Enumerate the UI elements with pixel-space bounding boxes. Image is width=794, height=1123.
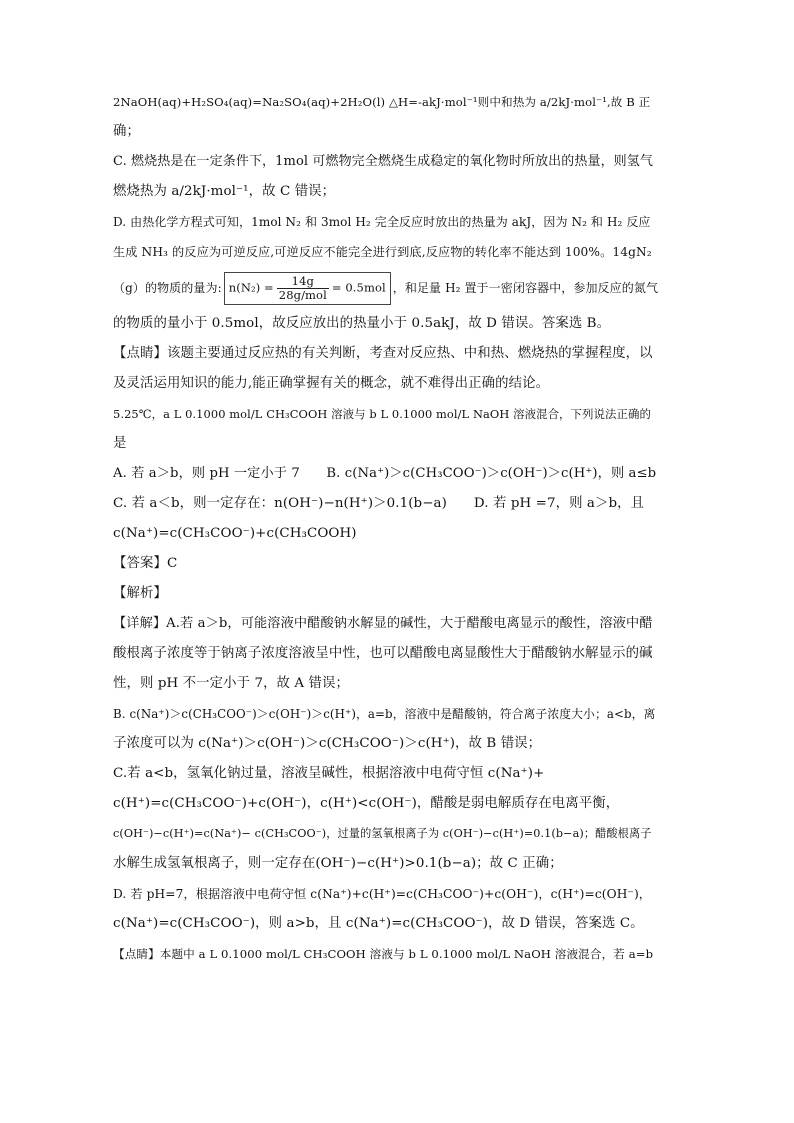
explanation-line: 性，则 pH 不一定小于 7，故 A 错误； bbox=[113, 676, 349, 691]
comment-line: 【点睛】该题主要通过反应热的有关判断，考查对反应热、中和热、燃烧热的掌握程度，以 bbox=[113, 346, 653, 361]
fraction-numerator: 14g bbox=[277, 275, 329, 289]
formula-suffix: ，和足量 H₂ 置于一密闭容器中，参加反应的氮气 bbox=[392, 281, 659, 295]
formula-right: = 0.5mol bbox=[331, 280, 386, 295]
question-stem: 是 bbox=[113, 436, 127, 451]
text-line: 2NaOH(aq)+H₂SO₄(aq)=Na₂SO₄(aq)+2H₂O(l) △H=-akJ·mol⁻¹则中和热为 a/2kJ·mol⁻¹,故 B 正 bbox=[113, 95, 651, 109]
document-page bbox=[113, 92, 659, 974]
explanation-line: c(H⁺)=c(CH₃COO⁻)+c(OH⁻)，c(H⁺)<c(OH⁻)，醋酸是弱电解质存在电离平衡， bbox=[113, 796, 620, 811]
explanation-line: B. c(Na⁺)＞c(CH₃COO⁻)＞c(OH⁻)＞c(H⁺)，a=b，溶液中是醋酸钠，符合离子浓度大小；a<b，离 bbox=[113, 707, 656, 721]
text-line: C. 燃烧热是在一定条件下，1mol 可燃物完全燃烧生成稳定的氧化物时所放出的热量，则氢气 bbox=[113, 154, 653, 169]
fraction-denominator: 28g/mol bbox=[278, 288, 327, 302]
formula-line bbox=[113, 268, 659, 308]
explanation-line: c(OH⁻)−c(H⁺)=c(Na⁺)− c(CH₃COO⁻)，过量的氢氧根离子为 c(OH⁻)−c(H⁺)=0.1(b−a)；醋酸根离子 bbox=[113, 827, 652, 840]
explanation-line: 水解生成氢氧根离子，则一定存在(OH⁻)−c(H⁺)>0.1(b−a)；故 C 正确； bbox=[113, 856, 563, 871]
answer-line: 【答案】C bbox=[113, 556, 178, 571]
text-line: 生成 NH₃ 的反应为可逆反应,可逆反应不能完全进行到底,反应物的转化率不能达到 100%。14gN₂ bbox=[113, 245, 652, 259]
formula-prefix: （g）的物质的量为: bbox=[113, 281, 222, 295]
text-line: D. 由热化学方程式可知，1mol N₂ 和 3mol H₂ 完全反应时放出的热量为 akJ，因为 N₂ 和 H₂ 反应 bbox=[113, 215, 651, 229]
explanation-line: 【详解】A.若 a＞b，可能溶液中醋酸钠水解显的碱性，大于醋酸电离显示的酸性，溶液中醋 bbox=[113, 616, 653, 631]
explanation-line: D. 若 pH=7，根据溶液中电荷守恒 c(Na⁺)+c(H⁺)=c(CH₃COO⁻)+c(OH⁻)，c(H⁺)=c(OH⁻)， bbox=[113, 887, 652, 901]
moles-formula-box bbox=[224, 272, 391, 305]
option-line: A. 若 a＞b，则 pH 一定小于 7 B. c(Na⁺)＞c(CH₃COO⁻)＞c(OH⁻)＞c(H⁺)，则 a≤b bbox=[113, 466, 657, 481]
text-line: 的物质的量小于 0.5mol，故反应放出的热量小于 0.5akJ，故 D 错误。答案选 B。 bbox=[113, 316, 611, 331]
option-line: C. 若 a＜b，则一定存在：n(OH⁻)−n(H⁺)＞0.1(b−a) D. 若 pH =7，则 a＞b，且 bbox=[113, 496, 645, 511]
comment-line: 及灵活运用知识的能力,能正确掌握有关的概念，就不难得出正确的结论。 bbox=[113, 376, 550, 391]
explanation-line: 子浓度可以为 c(Na⁺)＞c(OH⁻)＞c(CH₃COO⁻)＞c(H⁺)，故 B 错误； bbox=[113, 736, 542, 751]
explanation-line: c(Na⁺)=c(CH₃COO⁻)，则 a>b，且 c(Na⁺)=c(CH₃COO⁻)，故 D 错误，答案选 C。 bbox=[113, 916, 644, 931]
comment-line: 【点睛】本题中 a L 0.1000 mol/L CH₃COOH 溶液与 b L 0.1000 mol/L NaOH 溶液混合，若 a=b bbox=[113, 947, 654, 961]
analysis-heading: 【解析】 bbox=[113, 586, 167, 601]
formula-fraction bbox=[277, 275, 329, 302]
option-line: c(Na⁺)=c(CH₃COO⁻)+c(CH₃COOH) bbox=[113, 526, 357, 541]
question-stem: 5.25℃，a L 0.1000 mol/L CH₃COOH 溶液与 b L 0.1000 mol/L NaOH 溶液混合，下列说法正确的 bbox=[113, 407, 651, 421]
text-line: 确； bbox=[113, 124, 140, 139]
explanation-line: C.若 a<b，氢氧化钠过量，溶液呈碱性，根据溶液中电荷守恒 c(Na⁺)+ bbox=[113, 766, 545, 781]
formula-left: n(N₂) = bbox=[228, 280, 274, 295]
explanation-line: 酸根离子浓度等于钠离子浓度溶液呈中性，也可以醋酸电离显酸性大于醋酸钠水解显示的碱 bbox=[113, 646, 653, 661]
text-line: 燃烧热为 a/2kJ·mol⁻¹，故 C 错误； bbox=[113, 184, 336, 199]
